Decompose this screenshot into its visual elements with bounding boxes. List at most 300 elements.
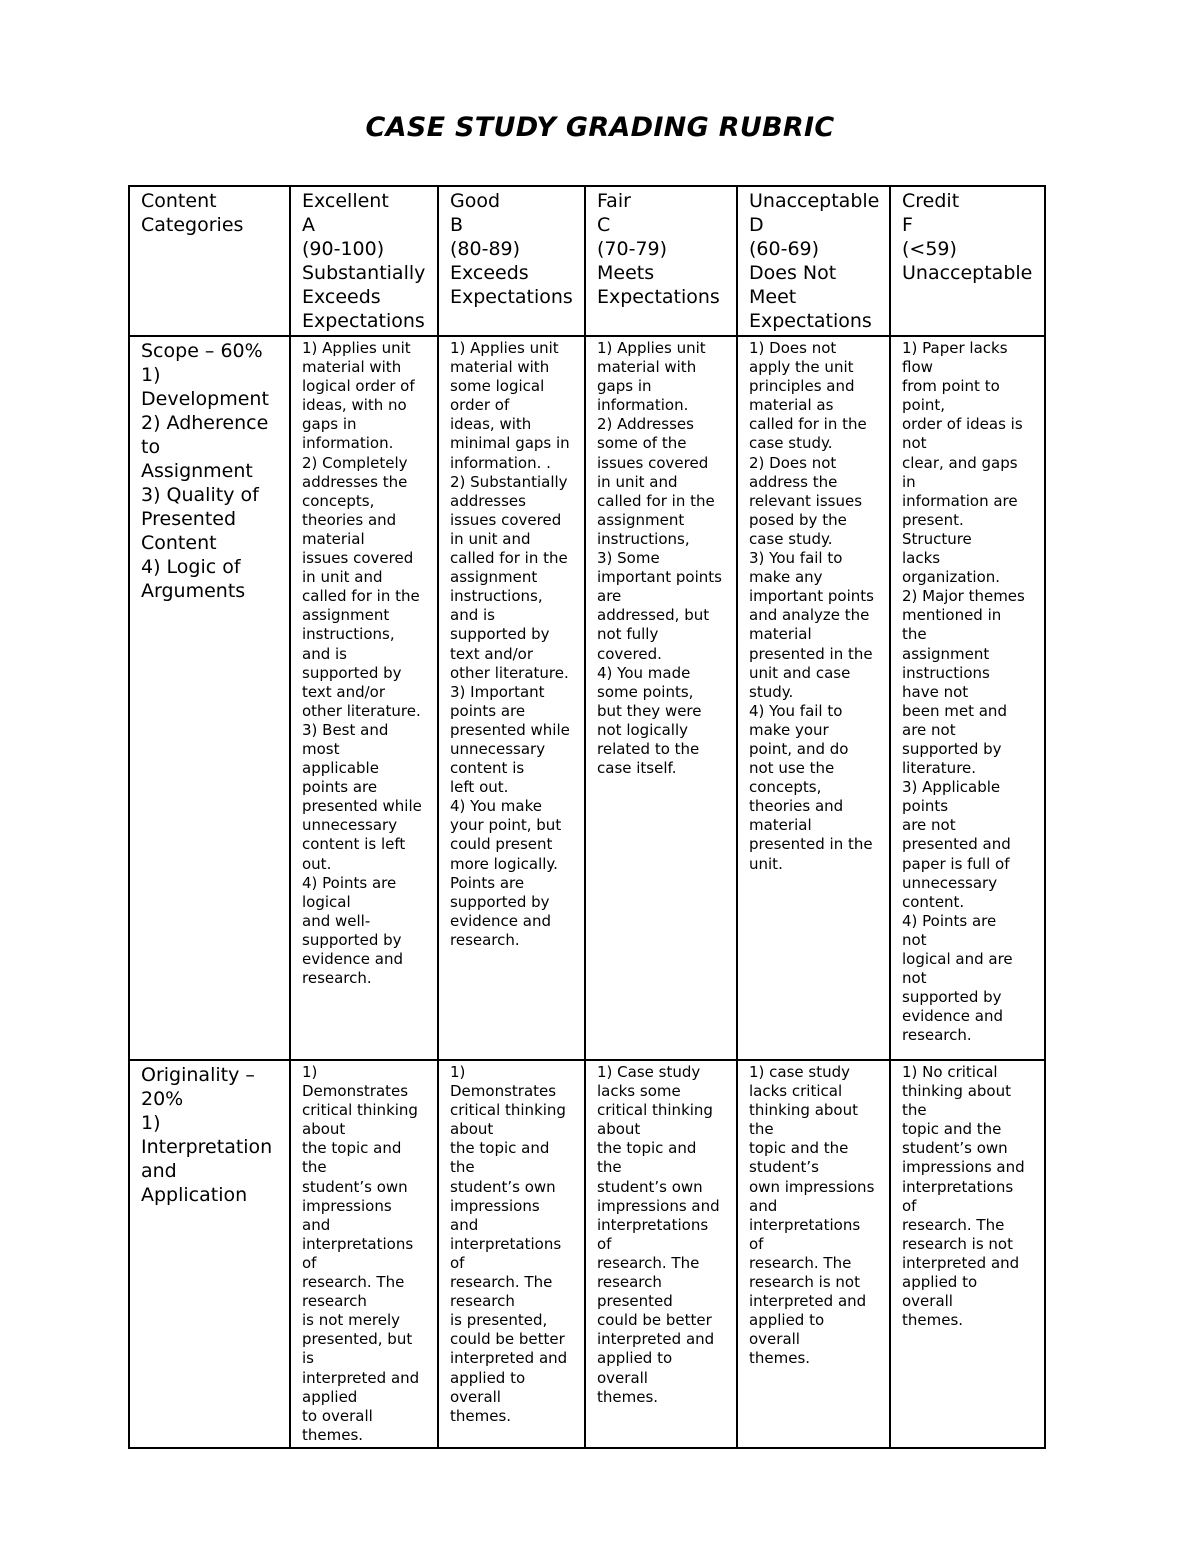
cell-line: theories and <box>302 510 397 529</box>
cell-line: Content <box>141 532 217 554</box>
cell-line: Expectations <box>597 286 720 308</box>
cell-line: (90-100) <box>302 238 385 260</box>
cell-line: topic and the <box>749 1139 849 1158</box>
cell-line: is not merely <box>302 1311 401 1330</box>
cell-line: material as <box>749 396 834 415</box>
cell-line: 3) Important <box>450 682 545 701</box>
cell-line: order of ideas is <box>902 415 1023 434</box>
cell-line: (80-89) <box>450 238 521 260</box>
cell-line: logical <box>302 892 351 911</box>
cell-line: are <box>597 587 622 606</box>
cell-line: interpreted and <box>902 1253 1020 1272</box>
criteria-cell-scope-excellent <box>290 336 438 1060</box>
cell-line: applied to <box>597 1349 673 1368</box>
cell-line: themes. <box>902 1311 964 1330</box>
cell-line: student’s own <box>302 1177 408 1196</box>
cell-line: of <box>749 1234 764 1253</box>
cell-line: important points <box>749 587 874 606</box>
cell-line: logical order of <box>302 377 415 396</box>
cell-line: material with <box>450 358 550 377</box>
cell-line: supported by <box>450 625 550 644</box>
cell-line: supported by <box>302 663 402 682</box>
cell-line: clear, and gaps <box>902 453 1018 472</box>
cell-line: Application <box>141 1184 248 1206</box>
cell-line: more logically. <box>450 854 558 873</box>
cell-line: Arguments <box>141 580 246 602</box>
cell-line: in unit and <box>597 472 678 491</box>
cell-line: and is <box>450 606 495 625</box>
cell-line: points are <box>450 701 526 720</box>
cell-line: interpretations <box>749 1215 861 1234</box>
cell-line: the topic and <box>302 1139 402 1158</box>
cell-line: Substantially <box>302 262 426 284</box>
cell-line: B <box>450 214 464 236</box>
cell-line: ideas, with no <box>302 396 407 415</box>
cell-line: Does Not <box>749 262 837 284</box>
cell-line: not <box>902 434 927 453</box>
cell-line: of <box>597 1234 612 1253</box>
cell-line: called for in the <box>302 587 420 606</box>
cell-line: 4) Points are <box>302 873 397 892</box>
cell-line: about <box>450 1120 494 1139</box>
cell-line: unnecessary <box>450 739 546 758</box>
cell-line: organization. <box>902 568 1001 587</box>
cell-line: Expectations <box>749 310 872 332</box>
cell-line: instructions <box>902 663 990 682</box>
criteria-cell-originality-unacceptable <box>737 1060 890 1448</box>
cell-line: not logically <box>597 720 689 739</box>
cell-line: research. <box>902 1026 972 1045</box>
cell-line: in <box>902 472 916 491</box>
cell-line: overall <box>902 1292 953 1311</box>
cell-line: 2) Completely <box>302 453 408 472</box>
cell-line: research. <box>450 930 520 949</box>
cell-line: evidence and <box>450 911 551 930</box>
cell-line: assignment <box>902 644 990 663</box>
cell-line: critical thinking <box>597 1101 713 1120</box>
cell-line: 1) <box>450 1063 466 1081</box>
cell-line: some of the <box>597 434 687 453</box>
cell-line: make any <box>749 568 823 587</box>
cell-line: not <box>902 930 927 949</box>
cell-line: applied to <box>902 1273 978 1292</box>
cell-line: Meet <box>749 286 797 308</box>
cell-line: Excellent <box>302 190 389 212</box>
cell-line: gaps in <box>597 377 652 396</box>
cell-line: research is not <box>902 1234 1013 1253</box>
cell-line: content. <box>902 892 965 911</box>
cell-line: 1) Case study <box>597 1063 701 1081</box>
cell-line: called for in the <box>450 549 568 568</box>
cell-line: interpretations <box>302 1234 414 1253</box>
criteria-cell-originality-credit <box>890 1060 1045 1448</box>
cell-line: lacks <box>902 549 941 568</box>
cell-line: Assignment <box>141 460 253 482</box>
cell-line: 3) You fail to <box>749 549 843 568</box>
cell-line: out. <box>302 854 332 873</box>
cell-line: 2) Addresses <box>597 415 694 434</box>
cell-line: D <box>749 214 764 236</box>
cell-line: thinking about <box>902 1082 1011 1101</box>
cell-line: F <box>902 214 913 236</box>
cell-line: 2) Substantially <box>450 472 568 491</box>
cell-line: and analyze the <box>749 606 870 625</box>
cell-line: mentioned in <box>902 606 1002 625</box>
cell-line: presented and <box>902 835 1011 854</box>
cell-line: information. <box>302 434 394 453</box>
cell-line: C <box>597 214 611 236</box>
cell-line: presented while <box>302 797 422 816</box>
cell-line: theories and <box>749 797 844 816</box>
cell-line: student’s own <box>902 1139 1008 1158</box>
cell-line: case study. <box>749 529 833 548</box>
cell-line: covered. <box>597 644 662 663</box>
cell-line: research <box>450 1292 515 1311</box>
cell-line: 3) Applicable <box>902 778 1001 797</box>
cell-line: research. The <box>597 1253 700 1272</box>
cell-line: assignment <box>597 510 685 529</box>
cell-line: 2) Adherence <box>141 412 269 434</box>
cell-line: 3) Best and <box>302 720 389 739</box>
cell-line: called for in the <box>749 415 867 434</box>
cell-line: information are <box>902 491 1018 510</box>
cell-line: text and/or <box>450 644 533 663</box>
cell-line: themes. <box>450 1406 512 1425</box>
cell-line: assignment <box>450 568 538 587</box>
cell-line: unit. <box>749 854 783 873</box>
cell-line: thinking about <box>749 1101 858 1120</box>
cell-line: applicable <box>302 759 379 778</box>
cell-line: and <box>141 1160 177 1182</box>
cell-line: could be better <box>597 1311 712 1330</box>
cell-line: point, and do <box>749 739 849 758</box>
cell-line: student’s own <box>597 1177 703 1196</box>
cell-line: logical and are <box>902 950 1013 968</box>
cell-line: issues covered <box>450 510 562 529</box>
header-line: Content <box>141 190 217 212</box>
header-cell-credit <box>890 186 1045 336</box>
cell-line: 3) Quality of <box>141 484 259 506</box>
cell-line: impressions and <box>902 1158 1025 1177</box>
cell-line: Unacceptable <box>902 262 1033 284</box>
cell-line: address the <box>749 472 838 491</box>
cell-line: interpreted and <box>450 1349 568 1368</box>
cell-line: Scope – 60% <box>141 340 263 362</box>
page-title: CASE STUDY GRADING RUBRIC <box>365 112 835 143</box>
cell-line: addressed, but <box>597 606 710 625</box>
cell-line: 3) Some <box>597 549 660 568</box>
cell-line: student’s <box>749 1158 819 1177</box>
criteria-cell-scope-good <box>438 336 585 1060</box>
cell-line: 4) You make <box>450 797 542 816</box>
cell-line: and <box>749 1196 778 1215</box>
cell-line: could be better <box>450 1330 565 1349</box>
cell-line: (<59) <box>902 238 957 260</box>
cell-line: overall <box>597 1368 648 1387</box>
cell-line: interpreted and <box>749 1292 867 1311</box>
cell-line: study. <box>749 682 794 701</box>
cell-line: Credit <box>902 190 960 212</box>
cell-line: been met and <box>902 701 1007 720</box>
criteria-cell-scope-unacceptable <box>737 336 890 1060</box>
cell-line: unnecessary <box>902 873 998 892</box>
table-row-originality <box>129 1060 1045 1448</box>
cell-line: to <box>141 436 161 458</box>
cell-line: ideas, with <box>450 415 532 434</box>
cell-line: posed by the <box>749 510 847 529</box>
cell-line: some logical <box>450 377 545 396</box>
cell-line: text and/or <box>302 682 385 701</box>
cell-line: from point to <box>902 377 1000 396</box>
cell-line: 4) You made <box>597 663 691 682</box>
cell-line: unit and case <box>749 663 851 682</box>
cell-line: 1) Applies unit <box>450 339 559 357</box>
cell-line: lacks some <box>597 1082 681 1101</box>
cell-line: flow <box>902 358 933 377</box>
cell-line: applied to <box>450 1368 526 1387</box>
cell-line: concepts, <box>749 778 822 797</box>
cell-line: interpreted and <box>597 1330 715 1349</box>
rubric-table <box>128 185 1046 1449</box>
cell-line: research <box>302 1292 367 1311</box>
cell-line: material <box>302 529 365 548</box>
cell-line: case itself. <box>597 759 677 778</box>
cell-line: research. The <box>902 1215 1005 1234</box>
cell-line: presented while <box>450 720 570 739</box>
cell-line: principles and <box>749 377 855 396</box>
cell-line: interpretations <box>597 1215 709 1234</box>
cell-line: 1) Applies unit <box>597 339 706 357</box>
cell-line: Interpretation <box>141 1136 273 1158</box>
cell-line: the <box>597 1158 622 1177</box>
cell-line: (60-69) <box>749 238 820 260</box>
cell-line: apply the unit <box>749 358 854 377</box>
cell-line: research is not <box>749 1273 860 1292</box>
cell-line: Expectations <box>450 286 573 308</box>
cell-line: is <box>302 1349 314 1368</box>
cell-line: material with <box>302 358 402 377</box>
cell-line: A <box>302 214 315 236</box>
cell-line: Unacceptable <box>749 190 880 212</box>
cell-line: not fully <box>597 625 659 644</box>
cell-line: paper is full of <box>902 854 1010 873</box>
header-cell-excellent <box>290 186 438 336</box>
cell-line: the <box>902 625 927 644</box>
cell-line: presented in the <box>749 835 873 854</box>
cell-line: overall <box>749 1330 800 1349</box>
cell-line: not use the <box>749 759 835 778</box>
cell-line: 4) Logic of <box>141 556 241 578</box>
cell-line: 1) <box>141 1112 161 1134</box>
cell-line: and <box>450 1215 479 1234</box>
cell-line: research. The <box>450 1273 553 1292</box>
cell-line: and well- <box>302 911 371 930</box>
cell-line: of <box>902 1196 917 1215</box>
cell-line: applied to <box>749 1311 825 1330</box>
cell-line: 1) Paper lacks <box>902 339 1008 357</box>
cell-line: the <box>902 1101 927 1120</box>
cell-line: (70-79) <box>597 238 668 260</box>
cell-line: points are <box>302 778 378 797</box>
cell-line: 1) case study <box>749 1063 851 1081</box>
cell-line: information. <box>597 396 689 415</box>
cell-line: themes. <box>302 1425 364 1444</box>
cell-line: some points, <box>597 682 694 701</box>
cell-line: presented in the <box>749 644 873 663</box>
cell-line: lacks critical <box>749 1082 843 1101</box>
table-row-scope <box>129 336 1045 1060</box>
cell-line: related to the <box>597 739 700 758</box>
cell-line: in unit and <box>302 568 383 587</box>
cell-line: Originality – <box>141 1064 255 1086</box>
cell-line: impressions <box>302 1196 392 1215</box>
cell-line: critical thinking <box>450 1101 566 1120</box>
cell-line: research. The <box>749 1253 852 1272</box>
cell-line: left out. <box>450 778 509 797</box>
cell-line: your point, but <box>450 816 562 835</box>
cell-line: to overall <box>302 1406 373 1425</box>
cell-line: themes. <box>749 1349 811 1368</box>
cell-line: Structure <box>902 529 972 548</box>
cell-line: 4) You fail to <box>749 701 843 720</box>
cell-line: content is <box>450 759 525 778</box>
cell-line: 20% <box>141 1088 184 1110</box>
cell-line: the <box>749 1120 774 1139</box>
cell-line: but they were <box>597 701 702 720</box>
cell-line: and is <box>302 644 347 663</box>
cell-line: interpretations <box>902 1177 1014 1196</box>
cell-line: literature. <box>902 759 977 778</box>
header-cell-good <box>438 186 585 336</box>
header-cell-fair <box>585 186 737 336</box>
cell-line: 1) No critical <box>902 1063 998 1081</box>
cell-line: Demonstrates <box>302 1082 409 1101</box>
cell-line: research. The <box>302 1273 405 1292</box>
cell-line: material <box>749 816 812 835</box>
header-row <box>129 186 1045 336</box>
criteria-cell-originality-excellent <box>290 1060 438 1448</box>
cell-line: have not <box>902 682 969 701</box>
cell-line: other literature. <box>450 663 569 682</box>
cell-line: instructions, <box>450 587 543 606</box>
cell-line: topic and the <box>902 1120 1002 1139</box>
cell-line: 2) Does not <box>749 453 837 472</box>
cell-line: are not <box>902 816 956 835</box>
cell-line: supported by <box>302 930 402 949</box>
cell-line: Expectations <box>302 310 425 332</box>
cell-line: supported by <box>902 739 1002 758</box>
cell-line: the <box>450 1158 475 1177</box>
cell-line: student’s own <box>450 1177 556 1196</box>
cell-line: point, <box>902 396 946 415</box>
cell-line: issues covered <box>302 549 414 568</box>
criteria-cell-scope-credit <box>890 336 1045 1060</box>
cell-line: 1) <box>141 364 161 386</box>
cell-line: about <box>302 1120 346 1139</box>
cell-line: unnecessary <box>302 816 398 835</box>
cell-line: Exceeds <box>450 262 529 284</box>
cell-line: not <box>902 969 927 988</box>
cell-line: order of <box>450 396 510 415</box>
cell-line: evidence and <box>302 950 403 968</box>
cell-line: Development <box>141 388 269 410</box>
cell-line: in unit and <box>450 529 531 548</box>
cell-line: interpretations <box>450 1234 562 1253</box>
cell-line: the topic and <box>597 1139 697 1158</box>
cell-line: themes. <box>597 1387 659 1406</box>
cell-line: instructions, <box>597 529 690 548</box>
cell-line: is presented, <box>450 1311 548 1330</box>
header-cell-unacceptable <box>737 186 890 336</box>
cell-line: Presented <box>141 508 237 530</box>
cell-line: of <box>302 1253 317 1272</box>
cell-line: evidence and <box>902 1007 1003 1026</box>
cell-line: presented <box>597 1292 673 1311</box>
cell-line: could present <box>450 835 553 854</box>
cell-line: minimal gaps in <box>450 434 570 453</box>
cell-line: own impressions <box>749 1177 875 1196</box>
cell-line: important points <box>597 568 722 587</box>
cell-line: concepts, <box>302 491 375 510</box>
cell-line: research <box>597 1273 662 1292</box>
cell-line: presented, but <box>302 1330 413 1349</box>
cell-line: 2) Major themes <box>902 587 1025 606</box>
cell-line: 1) Does not <box>749 339 837 357</box>
cell-line: supported by <box>902 988 1002 1007</box>
cell-line: Meets <box>597 262 655 284</box>
header-cell-content-categories <box>129 186 290 336</box>
cell-line: gaps in <box>302 415 357 434</box>
cell-line: of <box>450 1253 465 1272</box>
criteria-cell-scope-fair <box>585 336 737 1060</box>
cell-line: critical thinking <box>302 1101 418 1120</box>
cell-line: instructions, <box>302 625 395 644</box>
cell-line: case study. <box>749 434 833 453</box>
cell-line: make your <box>749 720 829 739</box>
cell-line: overall <box>450 1387 501 1406</box>
cell-line: information. . <box>450 453 551 472</box>
criteria-cell-originality-good <box>438 1060 585 1448</box>
cell-line: material with <box>597 358 697 377</box>
cell-line: Exceeds <box>302 286 381 308</box>
criteria-cell-originality-fair <box>585 1060 737 1448</box>
cell-line: called for in the <box>597 491 715 510</box>
cell-line: research. <box>302 969 372 988</box>
cell-line: 1) <box>302 1063 318 1081</box>
cell-line: addresses the <box>302 472 408 491</box>
cell-line: addresses <box>450 491 526 510</box>
cell-line: assignment <box>302 606 390 625</box>
cell-line: present. <box>902 510 964 529</box>
cell-line: are not <box>902 720 956 739</box>
cell-line: 1) Applies unit <box>302 339 411 357</box>
cell-line: interpreted and <box>302 1368 420 1387</box>
header-line: Categories <box>141 214 244 236</box>
cell-line: Fair <box>597 190 631 212</box>
cell-line: Points are <box>450 873 525 892</box>
cell-line: the topic and <box>450 1139 550 1158</box>
cell-line: Good <box>450 190 501 212</box>
cell-line: relevant issues <box>749 491 863 510</box>
cell-line: content is left <box>302 835 406 854</box>
cell-line: points <box>902 797 949 816</box>
cell-line: impressions <box>450 1196 540 1215</box>
cell-line: other literature. <box>302 701 421 720</box>
category-cell-scope <box>129 336 290 1060</box>
cell-line: 4) Points are <box>902 911 997 930</box>
cell-line: issues covered <box>597 453 709 472</box>
cell-line: applied <box>302 1387 358 1406</box>
